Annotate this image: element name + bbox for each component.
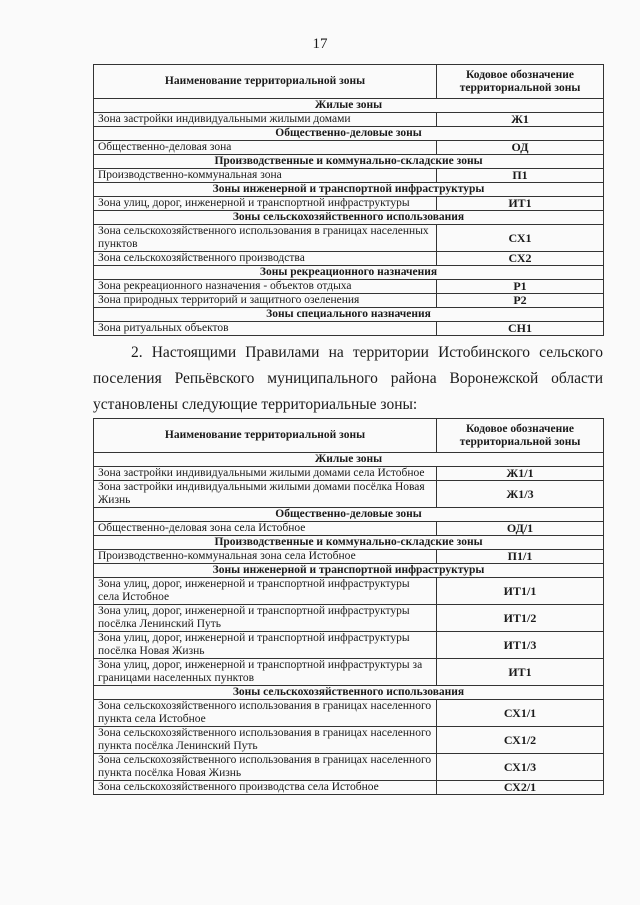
zone-code-cell: ИТ1/3 (437, 632, 604, 659)
zone-group-row (94, 266, 604, 280)
page-number: 17 (312, 36, 328, 52)
zone-row (94, 113, 604, 127)
zone-code-cell: Р1 (437, 280, 604, 294)
zone-code-cell: Ж1 (437, 113, 604, 127)
zone-code-cell: СХ1/2 (437, 727, 604, 754)
zone-name-cell: Общественно-деловая зона села Истобное (94, 522, 437, 536)
header-zone-name: Наименование территориальной зоны (94, 65, 437, 99)
table-body (94, 99, 604, 336)
zone-name-cell: Зона застройки индивидуальными жилыми домами посёлка Новая Жизнь (94, 481, 437, 508)
paragraph-zones-intro: 2. Настоящими Правилами на территории Истобинского сельского поселения Репьёвского муниципального района Воронежской области установлены следующие территориальные зоны: (93, 344, 603, 413)
zone-code-cell: СХ2/1 (437, 781, 604, 795)
zone-group-heading: Зоны инженерной и транспортной инфраструктуры (94, 183, 604, 197)
zone-name-cell: Зона природных территорий и защитного озеленения (94, 294, 437, 308)
zone-code-cell: ИТ1 (437, 197, 604, 211)
zone-row (94, 727, 604, 754)
zone-name-cell: Зона рекреационного назначения - объектов отдыха (94, 280, 437, 294)
zone-name-cell: Зона улиц, дорог, инженерной и транспортной инфраструктуры (94, 197, 437, 211)
zone-group-heading: Зоны специального назначения (94, 308, 604, 322)
zone-row (94, 550, 604, 564)
zone-name-cell: Производственно-коммунальная зона села Истобное (94, 550, 437, 564)
zone-group-row (94, 211, 604, 225)
zone-name-cell: Зона улиц, дорог, инженерной и транспортной инфраструктуры села Истобное (94, 578, 437, 605)
zone-code-cell: СН1 (437, 322, 604, 336)
zone-name-cell: Зона сельскохозяйственного использования в границах населенного пункта посёлка Новая Жизнь (94, 754, 437, 781)
zone-code-cell: П1 (437, 169, 604, 183)
zone-code-cell: ИТ1/2 (437, 605, 604, 632)
zone-code-cell: Ж1/1 (437, 467, 604, 481)
zone-name-cell: Зона ритуальных объектов (94, 322, 437, 336)
zone-group-heading: Зоны сельскохозяйственного использования (94, 211, 604, 225)
zone-name-cell: Зона улиц, дорог, инженерной и транспортной инфраструктуры посёлка Ленинский Путь (94, 605, 437, 632)
zone-name-cell: Зона улиц, дорог, инженерной и транспортной инфраструктуры посёлка Новая Жизнь (94, 632, 437, 659)
zone-group-row (94, 183, 604, 197)
zones-table-general (93, 64, 604, 336)
zone-group-heading: Зоны инженерной и транспортной инфраструктуры (94, 564, 604, 578)
zone-name-cell: Зона застройки индивидуальными жилыми домами села Истобное (94, 467, 437, 481)
zone-code-cell: ОД/1 (437, 522, 604, 536)
zone-code-cell: ОД (437, 141, 604, 155)
zone-code-cell: П1/1 (437, 550, 604, 564)
header-zone-code: Кодовое обозначение территориальной зоны (437, 65, 604, 99)
zone-row (94, 481, 604, 508)
zone-code-cell: СХ1/3 (437, 754, 604, 781)
zone-group-row (94, 508, 604, 522)
zone-row (94, 322, 604, 336)
zone-code-cell: Р2 (437, 294, 604, 308)
zone-group-heading: Производственные и коммунально-складские зоны (94, 155, 604, 169)
zone-name-cell: Производственно-коммунальная зона (94, 169, 437, 183)
zone-name-cell: Зона сельскохозяйственного использования в границах населенного пункта посёлка Ленинский Путь (94, 727, 437, 754)
zone-group-row (94, 536, 604, 550)
zone-group-heading: Жилые зоны (94, 99, 604, 113)
zone-code-cell: ИТ1/1 (437, 578, 604, 605)
zone-group-heading: Жилые зоны (94, 453, 604, 467)
header-zone-name: Наименование территориальной зоны (94, 419, 437, 453)
zone-row (94, 197, 604, 211)
zone-name-cell: Зона застройки индивидуальными жилыми домами (94, 113, 437, 127)
zone-group-row (94, 686, 604, 700)
zone-row (94, 225, 604, 252)
zone-row (94, 169, 604, 183)
zone-name-cell: Зона сельскохозяйственного использования в границах населенных пунктов (94, 225, 437, 252)
zone-group-row (94, 564, 604, 578)
zone-code-cell: Ж1/3 (437, 481, 604, 508)
zone-row (94, 280, 604, 294)
zone-group-row (94, 453, 604, 467)
zone-row (94, 141, 604, 155)
zone-code-cell: СХ1 (437, 225, 604, 252)
zones-table-istobinskoe (93, 418, 604, 795)
zone-group-heading: Общественно-деловые зоны (94, 127, 604, 141)
zone-group-row (94, 155, 604, 169)
zone-group-row (94, 308, 604, 322)
zone-code-cell: СХ1/1 (437, 700, 604, 727)
zone-row (94, 467, 604, 481)
zone-name-cell: Зона улиц, дорог, инженерной и транспортной инфраструктуры за границами населенных пунктов (94, 659, 437, 686)
zone-row (94, 294, 604, 308)
zone-name-cell: Зона сельскохозяйственного производства (94, 252, 437, 266)
zone-group-heading: Зоны сельскохозяйственного использования (94, 686, 604, 700)
zone-group-heading: Общественно-деловые зоны (94, 508, 604, 522)
zone-row (94, 700, 604, 727)
zone-group-heading: Зоны рекреационного назначения (94, 266, 604, 280)
zone-name-cell: Общественно-деловая зона (94, 141, 437, 155)
zone-name-cell: Зона сельскохозяйственного производства села Истобное (94, 781, 437, 795)
zone-name-cell: Зона сельскохозяйственного использования в границах населенного пункта села Истобное (94, 700, 437, 727)
zone-row (94, 605, 604, 632)
zone-row (94, 659, 604, 686)
zone-row (94, 632, 604, 659)
zone-row (94, 252, 604, 266)
zone-row (94, 781, 604, 795)
zone-row (94, 754, 604, 781)
table-header-row (94, 65, 604, 99)
zone-group-row (94, 127, 604, 141)
zone-code-cell: СХ2 (437, 252, 604, 266)
zone-code-cell: ИТ1 (437, 659, 604, 686)
zone-row (94, 522, 604, 536)
zone-group-row (94, 99, 604, 113)
zone-row (94, 578, 604, 605)
table-body (94, 453, 604, 795)
table-header-row (94, 419, 604, 453)
header-zone-code: Кодовое обозначение территориальной зоны (437, 419, 604, 453)
zone-group-heading: Производственные и коммунально-складские зоны (94, 536, 604, 550)
